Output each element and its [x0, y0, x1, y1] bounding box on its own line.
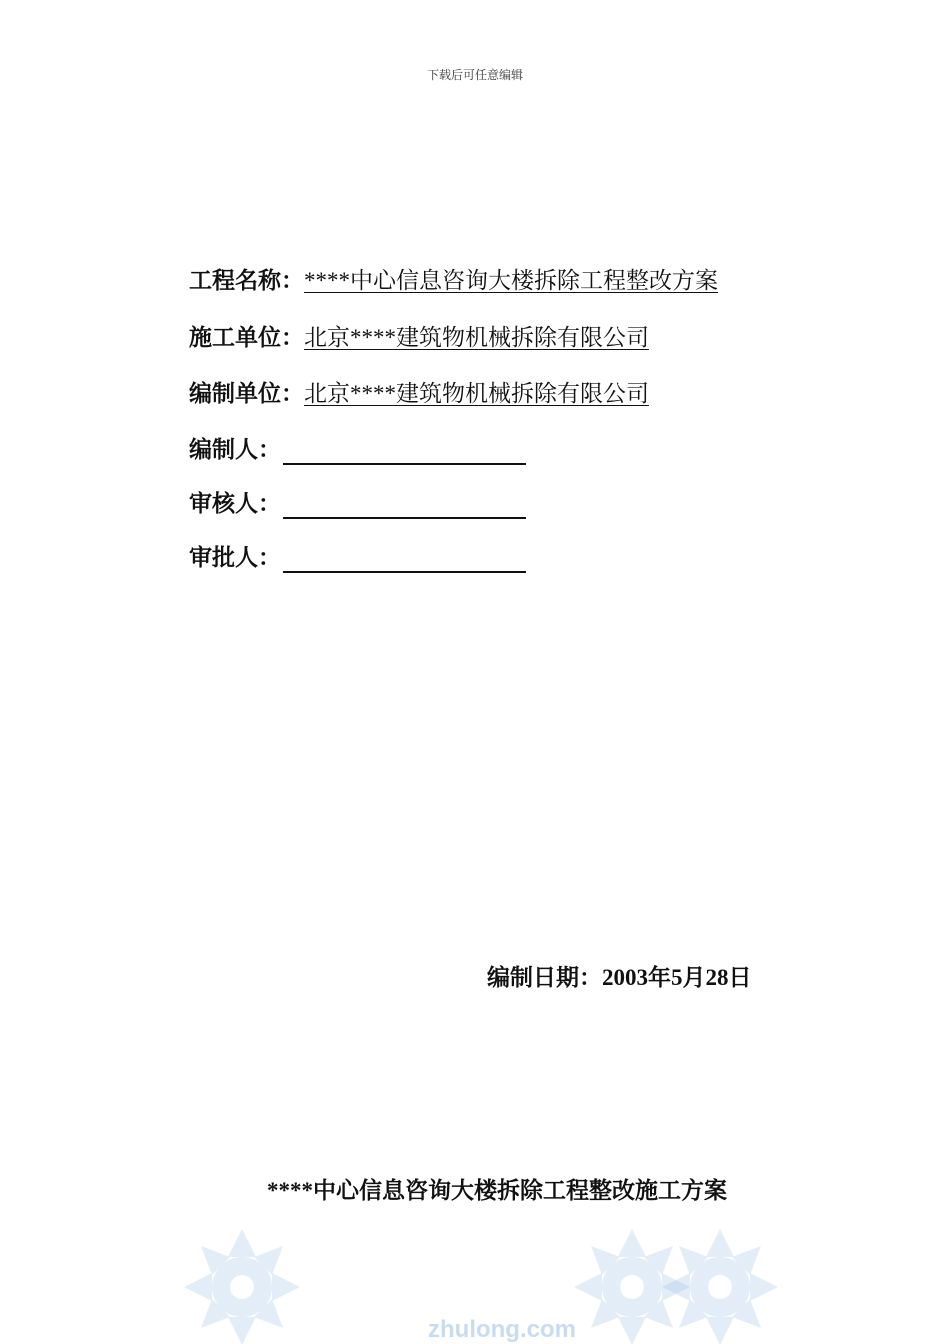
compile-unit-value: 北京****建筑物机械拆除有限公司 [304, 381, 649, 406]
compile-unit-label: 编制单位： [189, 381, 304, 406]
watermark [170, 1225, 790, 1344]
approver-row [189, 543, 526, 573]
construction-unit-value: 北京****建筑物机械拆除有限公司 [304, 325, 649, 350]
construction-unit-row [189, 323, 689, 353]
compiler-label: 编制人： [189, 437, 281, 462]
watermark-logo-right-b [662, 1229, 778, 1344]
project-name-value: ****中心信息咨询大楼拆除工程整改方案 [304, 268, 718, 293]
reviewer-blank-line [283, 493, 526, 519]
compiler-blank-line [283, 439, 526, 465]
compile-date [487, 963, 752, 993]
compile-date-label: 编制日期： [487, 965, 602, 990]
project-name-row [189, 266, 718, 296]
compiler-row [189, 435, 526, 465]
construction-unit-label: 施工单位： [189, 325, 304, 350]
compile-date-value: 2003年5月28日 [602, 965, 752, 990]
project-name-label: 工程名称： [189, 268, 304, 293]
approver-label: 审批人： [189, 545, 281, 570]
approver-blank-line [283, 547, 526, 573]
watermark-logo-left [184, 1229, 300, 1344]
reviewer-label: 审核人： [189, 491, 281, 516]
compile-unit-row [189, 379, 689, 409]
reviewer-row [189, 489, 526, 519]
watermark-text: zhulong.com [428, 1316, 576, 1343]
header-note: 下载后可任意编辑 [426, 68, 523, 82]
document-title: ****中心信息咨询大楼拆除工程整改施工方案 [267, 1178, 727, 1203]
watermark-logo-right-a [574, 1229, 690, 1344]
